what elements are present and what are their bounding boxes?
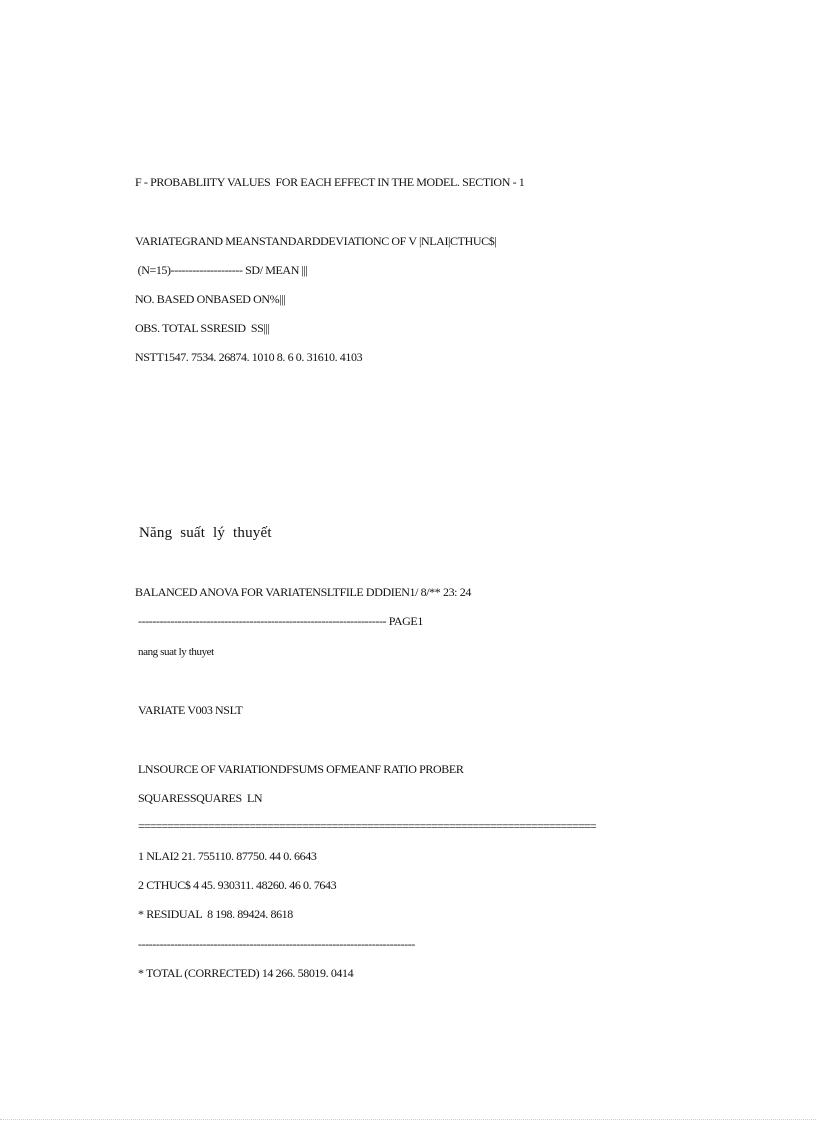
- nstt-values-line: NSTT1547. 7534. 26874. 1010 8. 6 0. 31610. 4103: [135, 350, 363, 364]
- table-row: * TOTAL (CORRECTED) 14 266. 58019. 0414: [138, 966, 354, 980]
- sample-size-line: (N=15)-------------------- SD/ MEAN |||: [135, 263, 308, 277]
- obs-total-line: OBS. TOTAL SSRESID SS|||: [135, 321, 270, 335]
- single-rule-line: -----------------------------------------------------------------------------: [138, 937, 415, 951]
- variate-header-line: VARIATEGRAND MEANSTANDARDDEVIATIONC OF V |NLAI|CTHUC$|: [135, 234, 497, 248]
- section-heading: Năng suất lý thuyết: [139, 525, 272, 541]
- table-subheader-line: SQUARESSQUARES LN: [138, 791, 263, 805]
- page-bottom-border: [0, 1119, 816, 1120]
- anova-title-line: BALANCED ANOVA FOR VARIATENSLTFILE DDDIEN1/ 8/** 23: 24: [135, 585, 471, 599]
- subtitle-line: nang suat ly thuyet: [138, 646, 214, 658]
- based-on-line: NO. BASED ONBASED ON%|||: [135, 292, 286, 306]
- table-row: 2 CTHUC$ 4 45. 930311. 48260. 46 0. 7643: [138, 878, 337, 892]
- section-title: F - PROBABLIITY VALUES FOR EACH EFFECT IN THE MODEL. SECTION - 1: [135, 175, 525, 189]
- table-header-line: LNSOURCE OF VARIATIONDFSUMS OFMEANF RATIO PROBER: [138, 762, 464, 776]
- table-row: 1 NLAI2 21. 755110. 87750. 44 0. 6643: [138, 849, 317, 863]
- table-row: * RESIDUAL 8 198. 89424. 8618: [138, 907, 293, 921]
- page-separator-line: --------------------------------------------------------------------- PAGE1: [138, 614, 423, 628]
- variate-line: VARIATE V003 NSLT: [138, 703, 243, 717]
- double-rule-line: ==============================================================================: [138, 819, 596, 833]
